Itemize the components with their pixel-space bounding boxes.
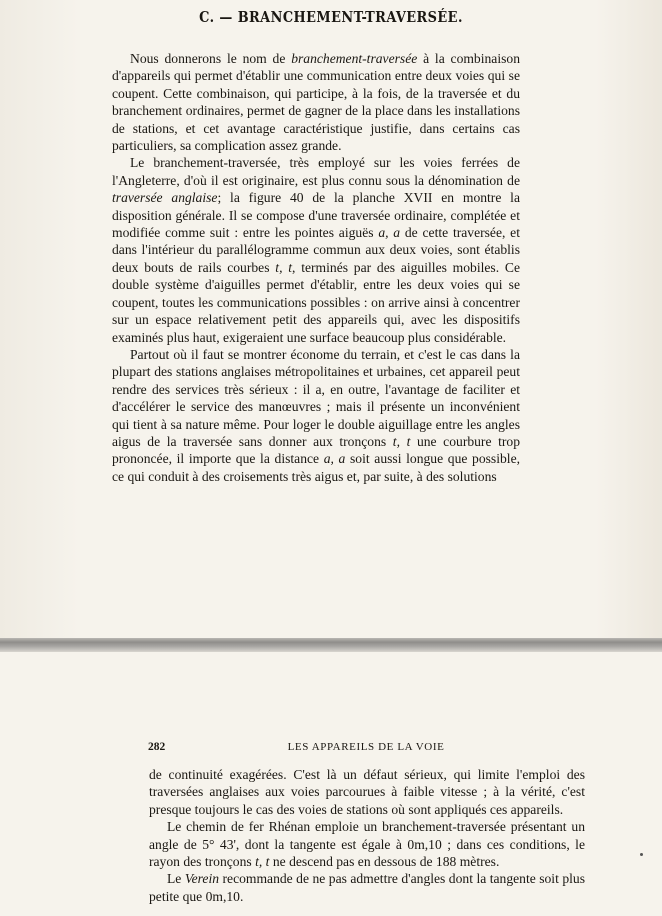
text-run: Le chemin de fer Rhénan emploie un branchement-traversée présentant un angle de 5° 43', dont la tangente est égale à 0m,10 ; dans ces conditions, le rayon des tronçons (149, 819, 585, 870)
italic-text-run: a, a (378, 225, 401, 241)
running-title: LES APPAREILS DE LA VOIE (287, 741, 445, 753)
text-run: soit aussi longue que possible, ce qui conduit à des croisements très aigus et, par suite, à des solutions (112, 451, 521, 484)
text-run: , terminés par des aiguilles mobiles. Ce double système d'aiguilles permet d'établir, entre les deux voies qui se coupent, toutes les communications possibles : on arrive ainsi à concentrer sur un espace relativement petit des appareils qui, avec les dispositifs examinés plus haut, exigeraient une surface beaucoup plus considérable. (112, 259, 520, 345)
lower-text-block (149, 766, 585, 905)
italic-text-run: Verein (184, 871, 220, 887)
italic-text-run: a, a (323, 451, 346, 467)
upper-text-block (112, 50, 520, 485)
text-run: recommande de ne pas admettre d'angles dont la tangente soit plus petite que 0m,10. (149, 871, 585, 904)
running-head (148, 741, 584, 757)
text-run: à la combinaison d'appareils qui permet d'établir une communication entre deux voies qui se coupent. Cette combinaison, qui participe, à la fois, de la traversée et du branchement ordinaires, permet de gagner de la place dans les installations de stations, et cet avantage caractéristique justifie, dans certains cas particuliers, sa complication assez grande. (112, 51, 520, 154)
ink-speck (640, 853, 643, 856)
paragraph (112, 154, 520, 345)
italic-text-run: t, t (275, 259, 293, 275)
paragraph (112, 50, 520, 154)
text-run: Le branchement-traversée, très employé sur les voies ferrées de l'Angleterre, d'où il est originaire, est plus connu sous la dénomination de (112, 155, 520, 188)
italic-text-run: t, t (392, 433, 411, 449)
section-title: C. — BRANCHEMENT-TRAVERSÉE. (199, 8, 463, 26)
text-run: Le (167, 871, 185, 887)
text-run: ne descend pas en dessous de 188 mètres. (269, 854, 500, 870)
paragraph (149, 766, 585, 818)
text-run: de cette traversée, et dans l'intérieur du parallélogramme commun aux deux voies, sont établis deux bouts de rails courbes (112, 225, 520, 275)
italic-text-run: branchement-traversée (291, 51, 418, 66)
text-run: de continuité exagérées. C'est là un défaut sérieux, qui limite l'emploi des traversées anglaises aux voies parcourues à faible vitesse ; à la vérité, c'est presque toujours le cas des voies de stations où sont appliqués ces appareils. (149, 767, 585, 817)
page-number: 282 (148, 741, 166, 753)
text-run: Nous donnerons le nom de (130, 51, 292, 66)
paragraph (149, 870, 585, 905)
paragraph (149, 818, 585, 870)
text-run: une courbure trop prononcée, il importe que la distance (112, 433, 520, 467)
text-run: Partout où il faut se montrer économe du terrain, et c'est le cas dans la plupart des stations anglaises métropolitaines et urbaines, cet appareil peut rendre des services très sérieux : il a, en outre, l'avantage de faciliter et d'accélérer le service des manœuvres ; mais il présente un inconvénient qui tient à sa nature même. Pour loger le double aiguillage entre les angles aigus de la traversée sans donner aux tronçons (112, 346, 520, 449)
italic-text-run: t, t (255, 854, 270, 870)
page-divider (0, 638, 662, 652)
paragraph (112, 346, 520, 485)
italic-text-run: traversée anglaise (112, 190, 218, 206)
text-run: ; la figure 40 de la planche XVII en montre la disposition générale. Il se compose d'une traversée ordinaire, complétée et modifiée comme suit : entre les pointes aiguës (112, 190, 520, 241)
